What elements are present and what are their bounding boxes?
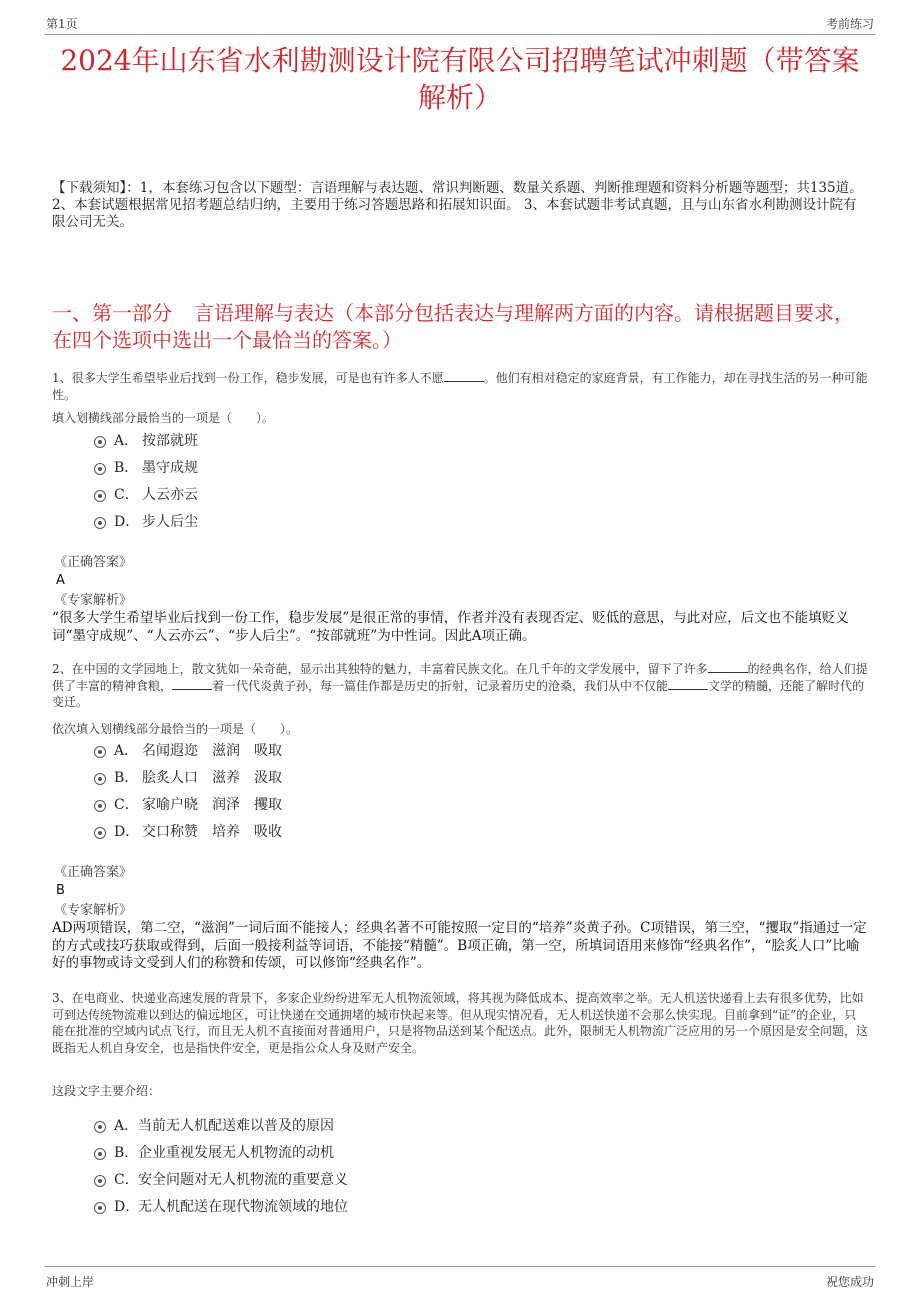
radio-icon[interactable] bbox=[94, 1121, 106, 1133]
page-header bbox=[44, 12, 876, 35]
question-3-stem: 3、在电商业、快递业高速发展的背景下，多家企业纷纷进军无人机物流领域，将其视为降低成本、提高效率之举。无人机送快递看上去有很多优势，比如可到达传统物流难以到达的偏远地区，可让快递在交通拥堵的城市快起来等。但从现实情况看，无人机送快递不会那么快实现。目前拿到“证”的企业，只能在批准的空域内试点飞行，而且无人机不直接面对普通用户，只是将物品送到某个配送点。此外，限制无人机物流广泛应用的另一个原因是安全问题，这既指无人机自身安全，也是指快件安全，更是指公众人身及财产安全。 bbox=[52, 991, 869, 1055]
radio-icon[interactable] bbox=[94, 773, 106, 785]
radio-icon[interactable] bbox=[94, 800, 106, 812]
radio-icon[interactable] bbox=[94, 1148, 106, 1160]
question-2-explanation: AD两项错误，第二空，“滋润”一词后面不能接人；经典名著不可能按照一定目的“培养”炎黄子孙。C项错误，第三空，“攫取”指通过一定的方式或技巧获取或得到，后面一般接利益等词语，不能接“精髓”。B项正确，第一空，所填词语用来修饰“经典名作”，“脍炙人口”比喻好的事物或诗文受到人们的称赞和传颂，可以修饰“经典名作”。 bbox=[52, 920, 867, 971]
header-label: 考前练习 bbox=[825, 17, 874, 31]
answer-blank bbox=[172, 678, 212, 690]
question-2-answer: B bbox=[56, 883, 65, 898]
answer-label: 《正确答案》 bbox=[54, 865, 133, 880]
page-footer bbox=[44, 1266, 876, 1291]
footer-right-text: 祝您成功 bbox=[825, 1275, 874, 1289]
question-1-explanation: “很多大学生希望毕业后找到一份工作，稳步发展”是很正常的事情，作者并没有表现否定、贬低的意思，与此对应，后文也不能填贬义词“墨守成规”、“人云亦云”、“步人后尘”。“按部就班”为中性词。因此A项正确。 bbox=[52, 610, 849, 644]
document-title: 2024年山东省水利勘测设计院有限公司招聘笔试冲刺题（带答案解析） bbox=[60, 44, 860, 114]
answer-blank bbox=[708, 661, 748, 673]
question-1-answer: A bbox=[56, 573, 65, 588]
footer-left-text: 冲刺上岸 bbox=[46, 1275, 95, 1289]
answer-label: 《正确答案》 bbox=[54, 555, 133, 570]
question-2-stem: 2、在中国的文学园地上，散文犹如一朵奇葩，显示出其独特的魅力，丰富着民族文化。在几千年的文学发展中，留下了许多 的经典名作，给人们提供了丰富的精神食粮， 着一代代炎黄子孙，每一篇佳作都是历史的折射，记录着历史的沧桑，我们从中不仅能 文学的精髓，还能了解时代的变迁。 bbox=[52, 662, 868, 709]
radio-icon[interactable] bbox=[94, 827, 106, 839]
question-3-prompt: 这段文字主要介绍： bbox=[52, 1084, 161, 1098]
question-1-prompt: 填入划横线部分最恰当的一项是（ ）。 bbox=[52, 411, 275, 425]
radio-icon[interactable] bbox=[94, 1202, 106, 1214]
answer-blank bbox=[668, 678, 708, 690]
download-notice: 【下载须知】：1，本套练习包含以下题型：言语理解与表达题、常识判断题、数量关系题、判断推理题和资料分析题等题型；共135道。 2、本套试题根据常见招考题总结归纳，主要用于练习答题思路和拓展知识面。 3、本套试题非考试真题，且与山东省水利勘测设计院有限公司无关。 bbox=[52, 180, 863, 230]
question-1-stem: 1、很多大学生希望毕业后找到一份工作，稳步发展，可是也有许多人不愿 。他们有相对稳定的家庭背景，有工作能力，却在寻找生活的另一种可能性。 bbox=[52, 371, 868, 402]
radio-icon[interactable] bbox=[94, 746, 106, 758]
radio-icon[interactable] bbox=[94, 490, 106, 502]
radio-icon[interactable] bbox=[94, 1175, 106, 1187]
radio-icon[interactable] bbox=[94, 517, 106, 529]
page-number: 第1页 bbox=[46, 17, 78, 31]
radio-icon[interactable] bbox=[94, 436, 106, 448]
explanation-label: 《专家解析》 bbox=[54, 903, 133, 918]
section-title bbox=[52, 300, 868, 354]
radio-icon[interactable] bbox=[94, 463, 106, 475]
question-2-prompt: 依次填入划横线部分最恰当的一项是（ ）。 bbox=[52, 722, 299, 736]
section-name: 言语理解与表达（本部分包括表达与理解两方面的内容。请根据题目要求，在四个选项中选出一个最恰当的答案。） bbox=[52, 301, 854, 352]
answer-blank bbox=[444, 370, 484, 382]
section-number: 一、第一部分 bbox=[52, 301, 172, 325]
explanation-label: 《专家解析》 bbox=[54, 593, 133, 608]
